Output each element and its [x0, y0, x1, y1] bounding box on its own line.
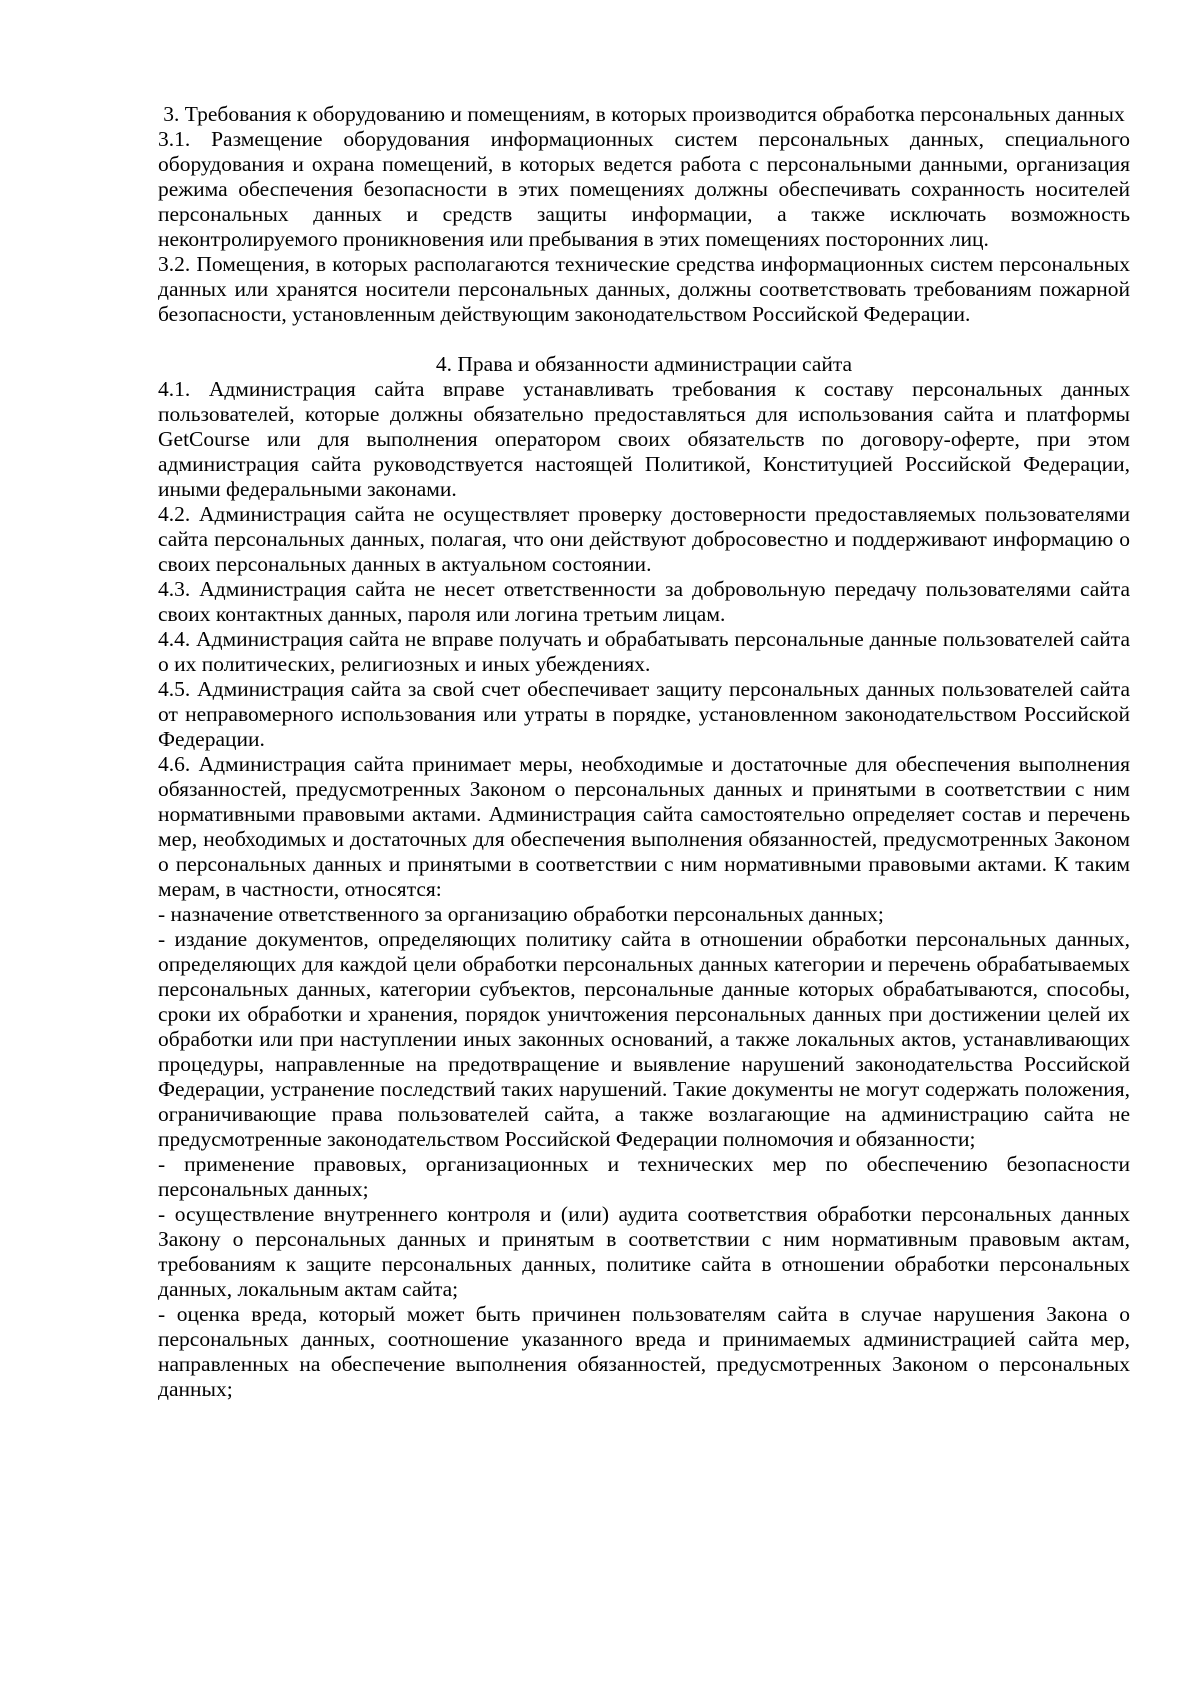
measure-item-legal-org-technical: - применение правовых, организационных и технических мер по обеспечению безопасности персональных данных; [158, 1152, 1130, 1201]
clause-4-3: 4.3. Администрация сайта не несет ответственности за добровольную передачу пользователями сайта своих контактных данных, пароля или логина третьим лицам. [158, 577, 1130, 626]
clause-3-1: 3.1. Размещение оборудования информационных систем персональных данных, специального оборудования и охрана помещений, в которых ведется работа с персональными данными, организация режима обеспечения безопасности в этих помещениях должны обеспечивать сохранность носителей персональных данных и средств защиты информации, а также исключать возможность неконтролируемого проникновения или пребывания в этих помещениях посторонних лиц. [158, 127, 1130, 251]
measure-item-issue-documents: - издание документов, определяющих политику сайта в отношении обработки персональных данных, определяющих для каждой цели обработки персональных данных категории и перечень обрабатываемых персональных данных, категории субъектов, персональные данные которых обрабатываются, способы, сроки их обработки и хранения, порядок уничтожения персональных данных при достижении целей их обработки или при наступлении иных законных оснований, а также локальных актов, устанавливающих процедуры, направленные на предотвращение и выявление нарушений законодательства Российской Федерации, устранение последствий таких нарушений. Такие документы не могут содержать положения, ограничивающие права пользователей сайта, а также возлагающие на администрацию сайта не предусмотренные законодательством Российской Федерации полномочия и обязанности; [158, 927, 1130, 1151]
clause-4-1: 4.1. Администрация сайта вправе устанавливать требования к составу персональных данных пользователей, которые должны обязательно предоставляться для использования сайта и платформы GetCourse или для выполнения оператором своих обязательств по договору-оферте, при этом администрация сайта руководствуется настоящей Политикой, Конституцией Российской Федерации, иными федеральными законами. [158, 377, 1130, 501]
section-4-heading: 4. Права и обязанности администрации сайта [435, 352, 853, 376]
measure-item-harm-assessment: - оценка вреда, который может быть причинен пользователям сайта в случае нарушения Закона о персональных данных, соотношение указанного вреда и принимаемых администрацией сайта мер, направленных на обеспечение выполнения обязанностей, предусмотренных Законом о персональных данных; [158, 1302, 1130, 1401]
clause-4-6: 4.6. Администрация сайта принимает меры, необходимые и достаточные для обеспечения выполнения обязанностей, предусмотренных Законом о персональных данных и принятыми в соответствии с ним нормативными правовыми актами. Администрация сайта самостоятельно определяет состав и перечень мер, необходимых и достаточных для обеспечения выполнения обязанностей, предусмотренных Законом о персональных данных и принятыми в соответствии с ним нормативными правовыми актами. К таким мерам, в частности, относятся: [158, 752, 1130, 901]
clause-4-2: 4.2. Администрация сайта не осуществляет проверку достоверности предоставляемых пользователями сайта персональных данных, полагая, что они действуют добросовестно и поддерживают информацию о своих персональных данных в актуальном состоянии. [158, 502, 1130, 576]
clause-3-2: 3.2. Помещения, в которых располагаются технические средства информационных систем персональных данных или хранятся носители персональных данных, должны соответствовать требованиям пожарной безопасности, установленным действующим законодательством Российской Федерации. [158, 252, 1130, 326]
clause-4-5: 4.5. Администрация сайта за свой счет обеспечивает защиту персональных данных пользователей сайта от неправомерного использования или утраты в порядке, установленном законодательством Российской Федерации. [158, 677, 1130, 751]
measure-item-internal-control-audit: - осуществление внутреннего контроля и (или) аудита соответствия обработки персональных данных Закону о персональных данных и принятым в соответствии с ним нормативным правовым актам, требованиям к защите персональных данных, политике сайта в отношении обработки персональных данных, локальным актам сайта; [158, 1202, 1130, 1301]
measure-item-appoint-responsible: - назначение ответственного за организацию обработки персональных данных; [158, 902, 884, 926]
clause-4-4: 4.4. Администрация сайта не вправе получать и обрабатывать персональные данные пользователей сайта о их политических, религиозных и иных убеждениях. [158, 627, 1130, 676]
section-3-heading: 3. Требования к оборудованию и помещениям, в которых производится обработка персональных данных [163, 102, 1125, 126]
